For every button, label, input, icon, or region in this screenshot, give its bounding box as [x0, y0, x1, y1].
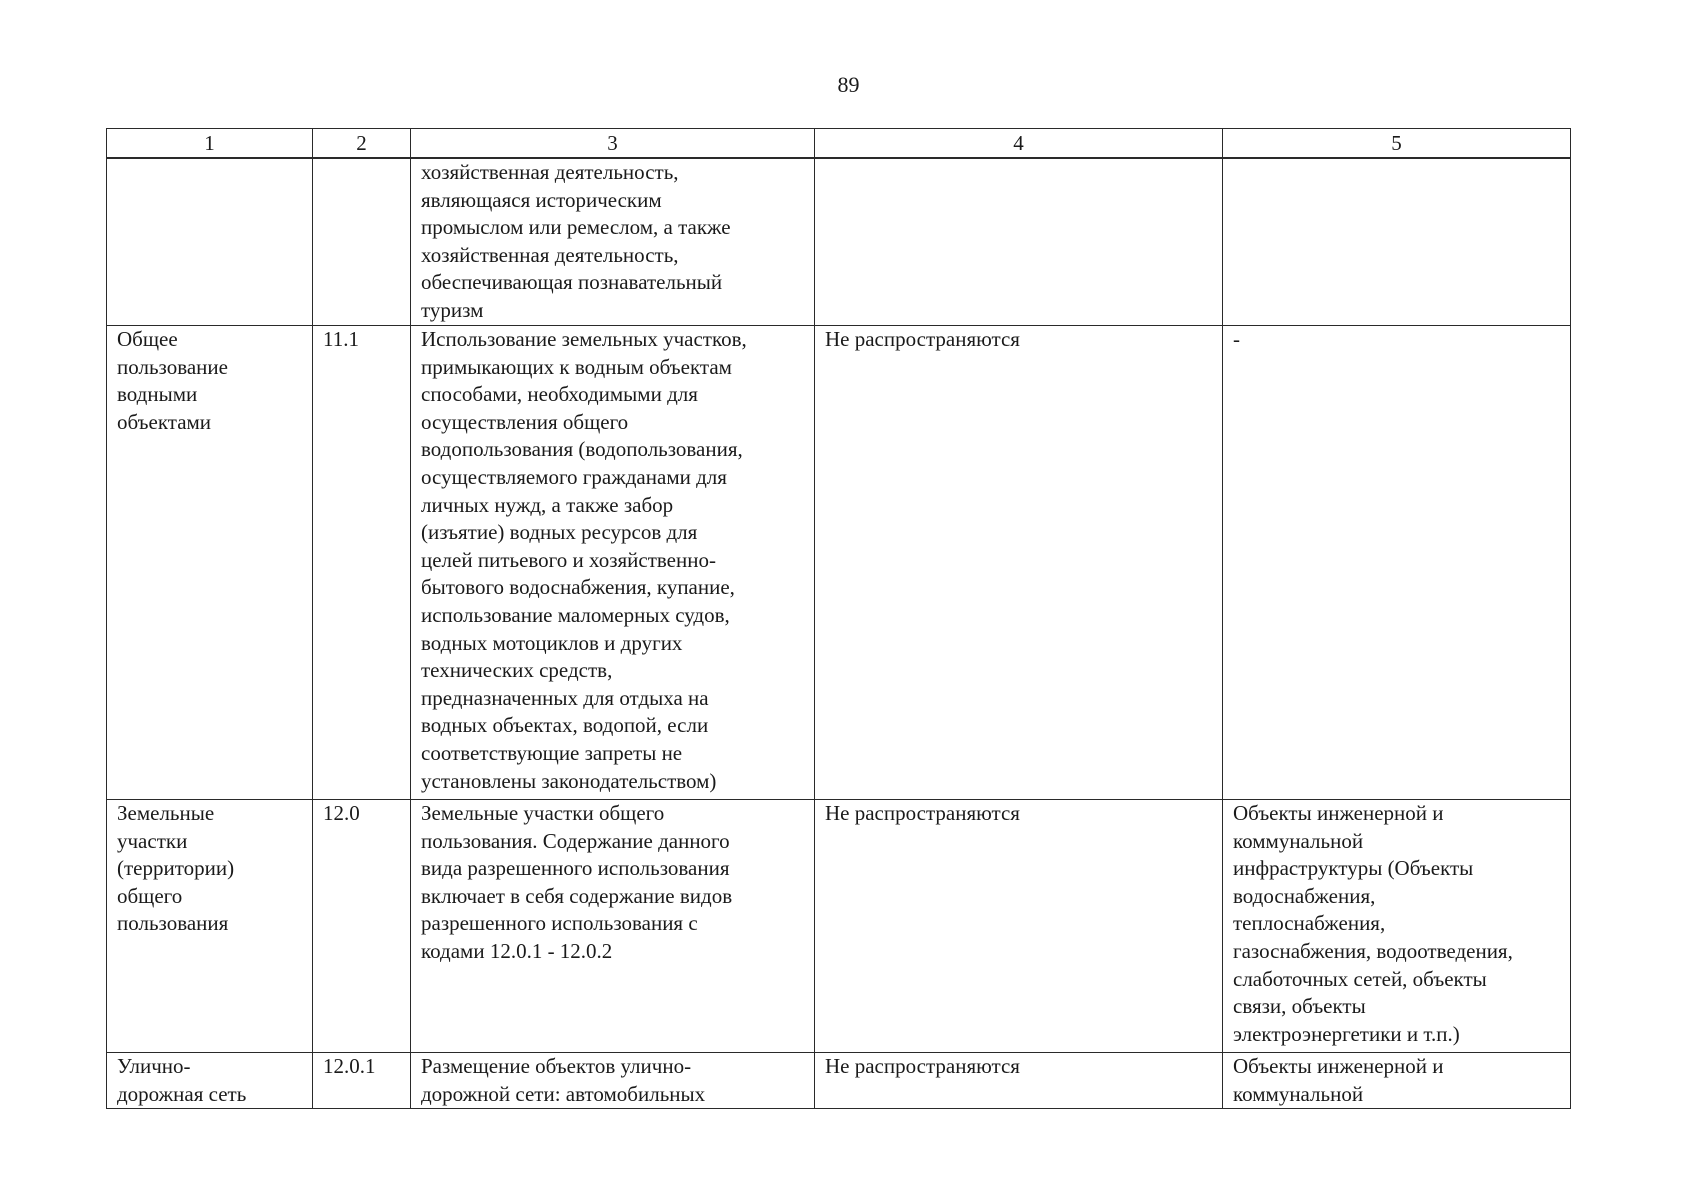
use-type-objects: Объекты инженерной и коммунальной инфраструктуры (Объекты водоснабжения, теплоснабжения, газоснабжения, водоотведения, слаботочных сетей, объекты связи, объекты электроэнергетики и т.п.) [1223, 800, 1571, 1053]
use-type-objects: Объекты инженерной и коммунальной [1223, 1053, 1571, 1109]
use-type-description: Земельные участки общего пользования. Содержание данного вида разрешенного использования включает в себя содержание видов разрешенного использования с кодами 12.0.1 - 12.0.2 [411, 800, 815, 1053]
column-header-3: 3 [411, 129, 815, 159]
column-header-5: 5 [1223, 129, 1571, 159]
use-type-objects: - [1223, 326, 1571, 800]
use-type-code: 12.0 [313, 800, 411, 1053]
page-number: 89 [837, 72, 860, 97]
use-type-restrictions: Не распространяются [815, 1053, 1223, 1109]
use-type-restrictions: Не распространяются [815, 326, 1223, 800]
land-use-table [106, 128, 1571, 1109]
use-type-name: Улично- дорожная сеть [107, 1053, 313, 1109]
use-type-restrictions [815, 158, 1223, 326]
use-type-code [313, 158, 411, 326]
use-type-description: Размещение объектов улично- дорожной сети: автомобильных [411, 1053, 815, 1109]
use-type-code: 12.0.1 [313, 1053, 411, 1109]
table-row [107, 1053, 1571, 1109]
use-type-name: Общее пользование водными объектами [107, 326, 313, 800]
column-header-1: 1 [107, 129, 313, 159]
use-type-description: хозяйственная деятельность, являющаяся историческим промыслом или ремеслом, а также хозяйственная деятельность, обеспечивающая познавательный туризм [411, 158, 815, 326]
use-type-code: 11.1 [313, 326, 411, 800]
use-type-description: Использование земельных участков, примыкающих к водным объектам способами, необходимыми для осуществления общего водопользования (водопользования, осуществляемого гражданами для личных нужд, а также забор (изъятие) водных ресурсов для целей питьевого и хозяйственно- бытового водоснабжения, купание, использование маломерных судов, водных мотоциклов и других технических средств, предназначенных для отдыха на водных объектах, водопой, если соответствующие запреты не установлены законодательством) [411, 326, 815, 800]
column-header-2: 2 [313, 129, 411, 159]
table-header-row [107, 129, 1571, 159]
use-type-name [107, 158, 313, 326]
column-header-4: 4 [815, 129, 1223, 159]
use-type-restrictions: Не распространяются [815, 800, 1223, 1053]
use-type-objects [1223, 158, 1571, 326]
table-row [107, 800, 1571, 1053]
table-row [107, 158, 1571, 326]
table-row [107, 326, 1571, 800]
use-type-name: Земельные участки (территории) общего пользования [107, 800, 313, 1053]
